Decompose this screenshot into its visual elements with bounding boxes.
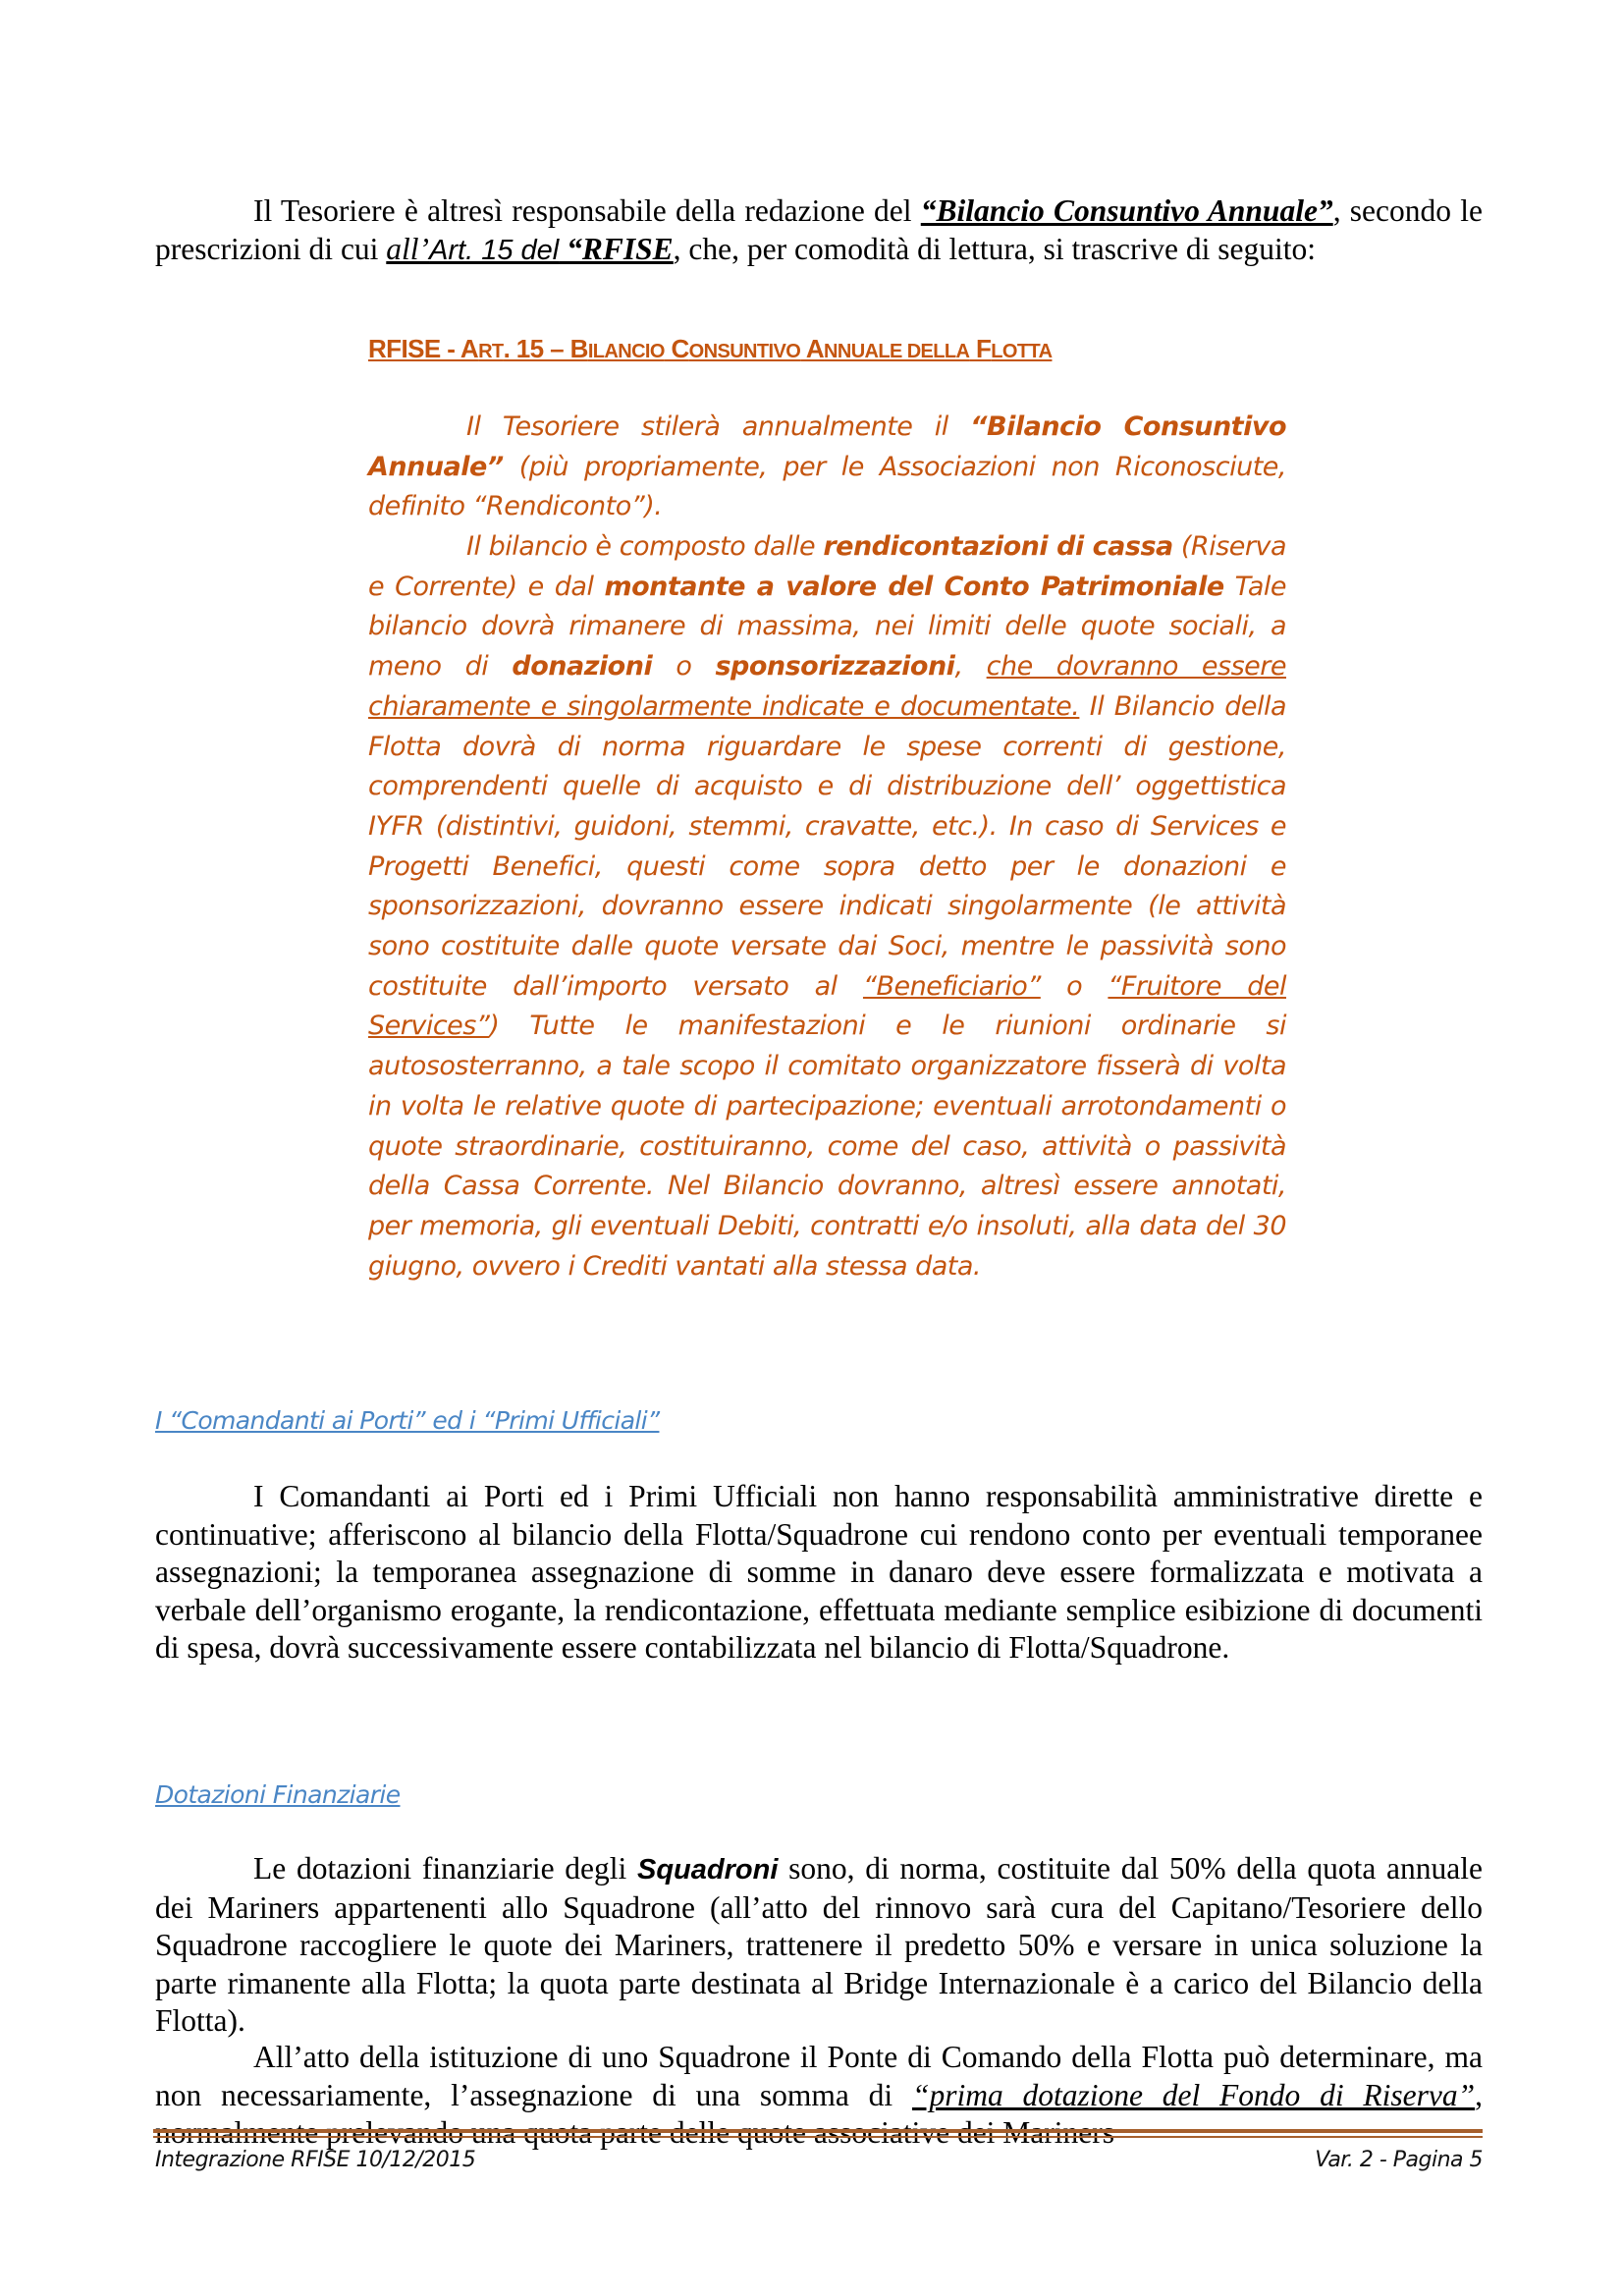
quote-title [368, 334, 1052, 364]
quote-title-part: A [800, 334, 825, 363]
quote-bold-term: donazioni [512, 651, 653, 683]
quote-text: ) Tutte le manifestazioni e le riunioni ordinarie si autososterranno, a tale scopo il comitato organizzatore fisserà di volta in volta le relative quote di partecipazione; eventuali arrotondamenti o quote straordinarie, costituiranno, come del caso, attività o passività della Cassa Corrente. Nel Bilancio dovranno, altresì essere annotati, per memoria, gli eventuali Debiti, contratti e/o insoluti, alla data del 30 giugno, ovvero i Crediti vantati alla stessa data. [368, 1011, 1286, 1282]
intro-text-2: , secondo le prescrizioni di cui [155, 193, 1483, 266]
quote-title-part: NNUALE DELLA [824, 341, 970, 362]
section-heading-dotazioni: Dotazioni Finanziarie [155, 1780, 401, 1809]
quote-text: o [1040, 970, 1109, 1002]
art-reference-prefix: all’ [386, 231, 430, 266]
squadroni-term: Squadroni [636, 1854, 779, 1886]
quote-title-part: RFISE - A [368, 334, 479, 363]
prima-dotazione-term: “prima dotazione del Fondo di Riserva” [911, 2077, 1476, 2112]
comandanti-paragraph [155, 1478, 1483, 1667]
rfise-term: “RFISE [559, 231, 674, 266]
quote-paragraph-2 [368, 527, 1286, 1286]
intro-text: Il Tesoriere è altresì responsabile della redazione del [253, 193, 921, 228]
bilancio-term: “Bilancio Consuntivo Annuale” [920, 193, 1333, 228]
dotazioni-text: , [1475, 2077, 1483, 2112]
quote-text: , [954, 651, 987, 683]
quote-title-part: RT [478, 341, 504, 362]
quote-bold-term: montante a valore del Conto Patrimoniale [604, 571, 1224, 602]
quote-text: (più propriamente, per le Associazioni non Riconosciute, definito “Rendiconto”). [368, 451, 1286, 522]
quote-paragraph-1 [368, 408, 1286, 527]
quote-title-part: ONSUNTIVO [688, 341, 801, 362]
comandanti-text: I Comandanti ai Porti ed i Primi Ufficiali non hanno responsabilità amministrative dirette e continuative; afferiscono al bilancio della Flotta/Squadrone cui rendono conto per eventuali temporanee assegnazioni; la temporanea assegnazione di somme in danaro deve essere formalizzata e motivata a verbale dell’organismo erogante, la rendicontazione, effettuata mediante semplice esibizione di documenti di spesa, dovrà successivamente essere contabilizzata nel bilancio di Flotta/Squadrone. [155, 1479, 1483, 1665]
dotazioni-paragraph-1 [155, 1850, 1483, 2041]
quote-underlined-text: “Beneficiario” [862, 970, 1041, 1002]
quote-text: o [652, 651, 716, 683]
quote-text: Il bilancio è composto dalle [466, 531, 824, 562]
quote-text: Tale bilancio dovrà rimanere di massima, nei limiti delle quote sociali, a meno di [368, 571, 1286, 683]
art-reference [386, 232, 673, 266]
intro-text-3: , che, per comodità di lettura, si trascrive di seguito: [673, 231, 1316, 266]
section-heading-comandanti: I “Comandanti ai Porti” ed i “Primi Ufficiali” [155, 1406, 660, 1435]
quote-bold-term: sponsorizzazioni [715, 651, 955, 683]
quote-text: Il Bilancio della Flotta dovrà di norma riguardare le spese correnti di gestione, comprendenti quelle di acquisto e di distribuzione dell’ oggettistica IYFR (distintivi, guidoni, stemmi, cravatte, etc.). In caso di Services e Progetti Benefici, questi come sopra detto per le donazioni e sponsorizzazioni, dovranno essere indicati singolarmente (le attività sono costituite dalle quote versate dai Soci, mentre le passività sono costituite dall’importo versato al [368, 690, 1286, 1002]
quote-bold-term: “Bilancio Consuntivo Annuale” [368, 411, 1286, 482]
quote-title-part: F [969, 334, 992, 363]
dotazioni-text: All’atto della istituzione di uno Squadrone il Ponte di Comando della Flotta può determinare, ma non necessariamente, l’assegnazione di una somma di [155, 2040, 1483, 2112]
quote-text: (Riserva e Corrente) e dal [368, 531, 1287, 602]
quote-underlined-text: “Fruitore del Services” [368, 970, 1286, 1042]
footer-divider-thin [153, 2136, 1483, 2138]
quote-title-part: C [664, 334, 689, 363]
quote-underlined-text: che dovranno essere chiaramente e singolarmente indicate e documentate. [368, 651, 1286, 722]
intro-paragraph [155, 192, 1483, 269]
quote-title-part: . 15 – B [503, 334, 588, 363]
quote-text: Il Tesoriere stilerà annualmente il [466, 411, 971, 442]
quote-title-part: LOTTA [991, 341, 1053, 362]
art-reference-number: Art. 15 del [429, 234, 560, 266]
quote-title-part: ILANCIO [587, 341, 665, 362]
quote-bold-term: rendicontazioni di cassa [823, 531, 1173, 562]
footer-page-number: Var. 2 - Pagina 5 [1315, 2148, 1483, 2172]
dotazioni-text: sono, di norma, costituite dal 50% della quota annuale dei Mariners appartenenti allo Squadrone (all’atto del rinnovo sarà cura del Capitano/Tesoriere dello Squadrone raccogliere le quote dei Mariners, trattenere il predetto 50% e versare in unica soluzione la parte rimanente alla Flotta; la quota parte destinata al Bridge Internazionale è a carico del Bilancio della Flotta). [155, 1851, 1483, 2038]
dotazioni-text: Le dotazioni finanziarie degli [253, 1851, 637, 1886]
footer-left: Integrazione RFISE 10/12/2015 [155, 2148, 476, 2172]
footer-divider-thick [153, 2129, 1483, 2133]
